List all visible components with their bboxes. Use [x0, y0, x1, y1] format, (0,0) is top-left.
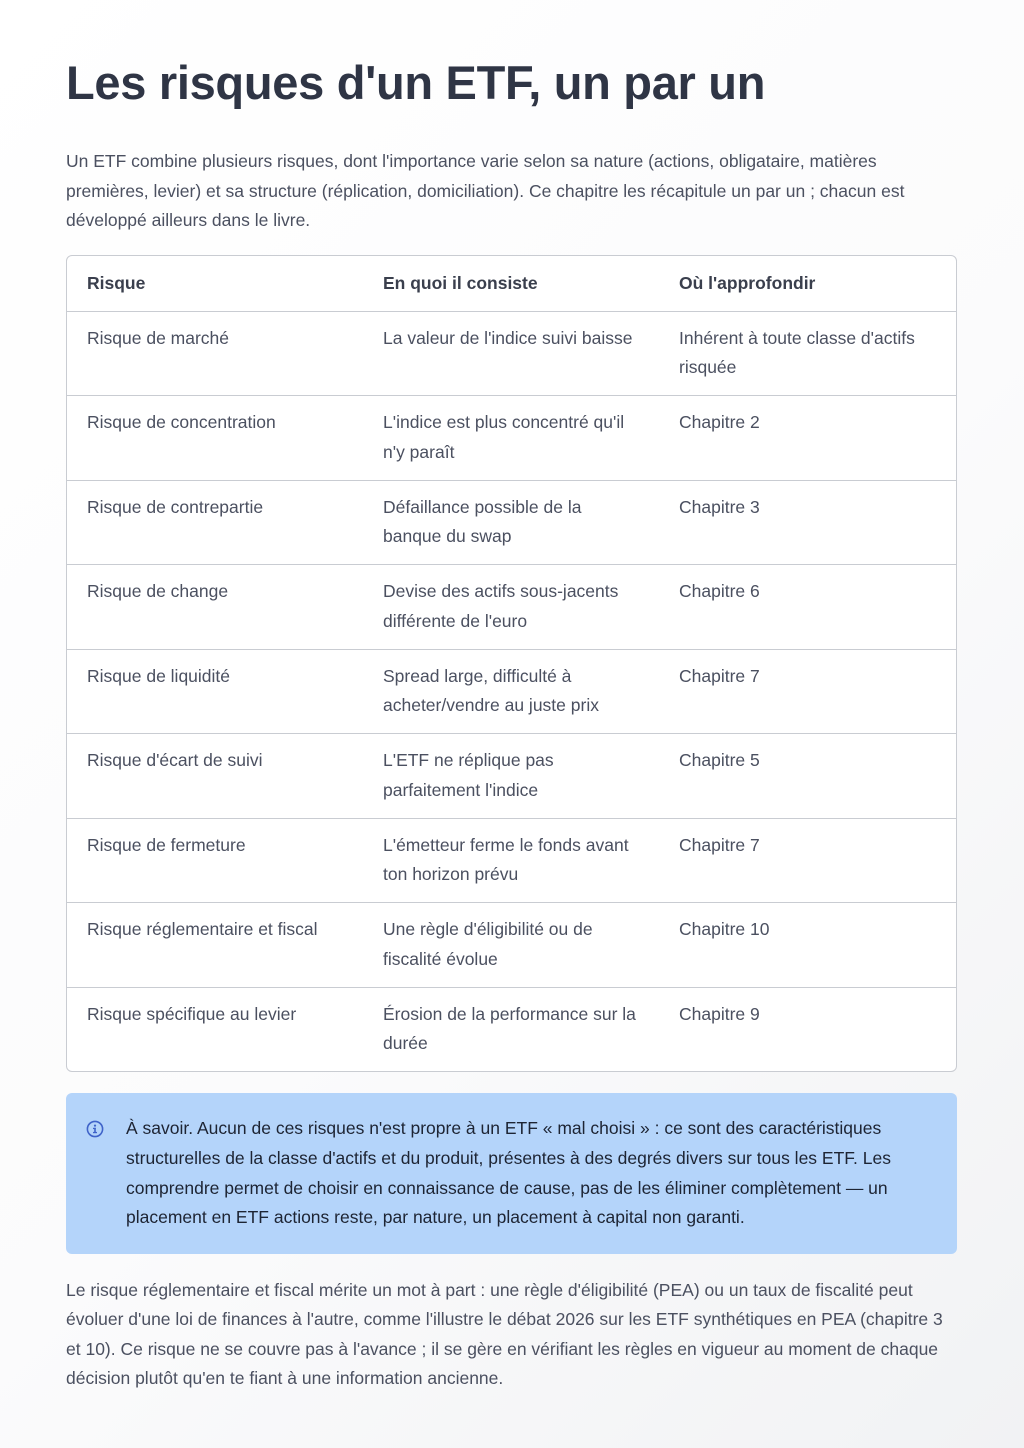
table-row	[67, 987, 956, 1072]
table-cell: Risque de fermeture	[87, 834, 246, 855]
table-cell: Chapitre 3	[679, 496, 760, 517]
table-header-cell: Risque	[87, 272, 146, 293]
table-row	[67, 733, 956, 818]
table-row	[67, 311, 956, 396]
table-cell: Spread large, difficulté à acheter/vendre au juste prix	[383, 665, 599, 715]
table-cell: Risque de marché	[87, 327, 230, 348]
table-cell: Risque réglementaire et fiscal	[87, 919, 318, 939]
table-cell: L'ETF ne réplique pas parfaitement l'indice	[383, 750, 554, 800]
table-cell: Risque spécifique au levier	[87, 1003, 297, 1024]
closing-paragraph: Le risque réglementaire et fiscal mérite un mot à part : une règle d'éligibilité (PEA) ou un taux de fiscalité peut évoluer d'une loi de finances à l'autre, comme l'illustre le débat 2026 sur les ETF synthétiques en PEA (chapitre 3 et 10). Ce risque ne se couvre pas à l'avance ; il se gère en vérifiant les règles en vigueur au moment de chaque décision plutôt qu'en te fiant à une information ancienne.	[66, 1280, 943, 1388]
info-icon	[86, 1120, 104, 1138]
table-cell: Chapitre 2	[679, 412, 760, 432]
table-cell: Risque de concentration	[87, 412, 276, 432]
info-callout	[66, 1093, 957, 1254]
table-cell: Risque de contrepartie	[87, 496, 264, 517]
table-row	[67, 818, 956, 903]
table-row	[67, 649, 956, 734]
table-header-cell: En quoi il consiste	[383, 272, 538, 293]
table-row	[67, 480, 956, 565]
table-cell: L'indice est plus concentré qu'il n'y paraît	[383, 412, 625, 462]
table-header-cell: Où l'approfondir	[679, 272, 816, 293]
table-cell: Chapitre 9	[679, 1003, 760, 1024]
table-cell: Chapitre 7	[679, 665, 760, 686]
table-cell: Une règle d'éligibilité ou de fiscalité évolue	[383, 919, 593, 969]
table-cell: Chapitre 7	[679, 834, 760, 855]
table-cell: Défaillance possible de la banque du swap	[383, 496, 582, 546]
table-cell: Chapitre 5	[679, 750, 760, 770]
table-cell: Chapitre 6	[679, 581, 760, 601]
intro-paragraph: Un ETF combine plusieurs risques, dont l'importance varie selon sa nature (actions, obligataire, matières premières, levier) et sa structure (réplication, domiciliation). Ce chapitre les récapitule un par un ; chacun est développé ailleurs dans le livre.	[66, 151, 905, 230]
table-cell: La valeur de l'indice suivi baisse	[383, 327, 633, 348]
table-row	[67, 902, 956, 987]
table-cell: Inhérent à toute classe d'actifs risquée	[679, 327, 915, 377]
table-cell: Chapitre 10	[679, 919, 770, 939]
table-cell: Devise des actifs sous-jacents différente de l'euro	[383, 581, 619, 631]
table-row	[67, 395, 956, 480]
document-page	[66, 0, 957, 1393]
table-cell: Risque de change	[87, 581, 229, 601]
table-row	[67, 564, 956, 649]
table-cell: L'émetteur ferme le fonds avant ton horizon prévu	[383, 834, 629, 884]
table-cell: Risque d'écart de suivi	[87, 750, 263, 770]
table-cell: Érosion de la performance sur la durée	[383, 1003, 636, 1053]
callout-text: À savoir. Aucun de ces risques n'est propre à un ETF « mal choisi » : ce sont des caractéristiques structurelles de la classe d'actifs et du produit, présentes à des degrés divers sur tous les ETF. Les comprendre permet de choisir en connaissance de cause, pas de les éliminer complètement — un placement en ETF actions reste, par nature, un placement à capital non garanti.	[126, 1118, 891, 1228]
table-header-row	[67, 256, 956, 311]
risk-table	[66, 255, 957, 1073]
page-title: Les risques d'un ETF, un par un	[66, 56, 766, 109]
table-cell: Risque de liquidité	[87, 665, 231, 686]
